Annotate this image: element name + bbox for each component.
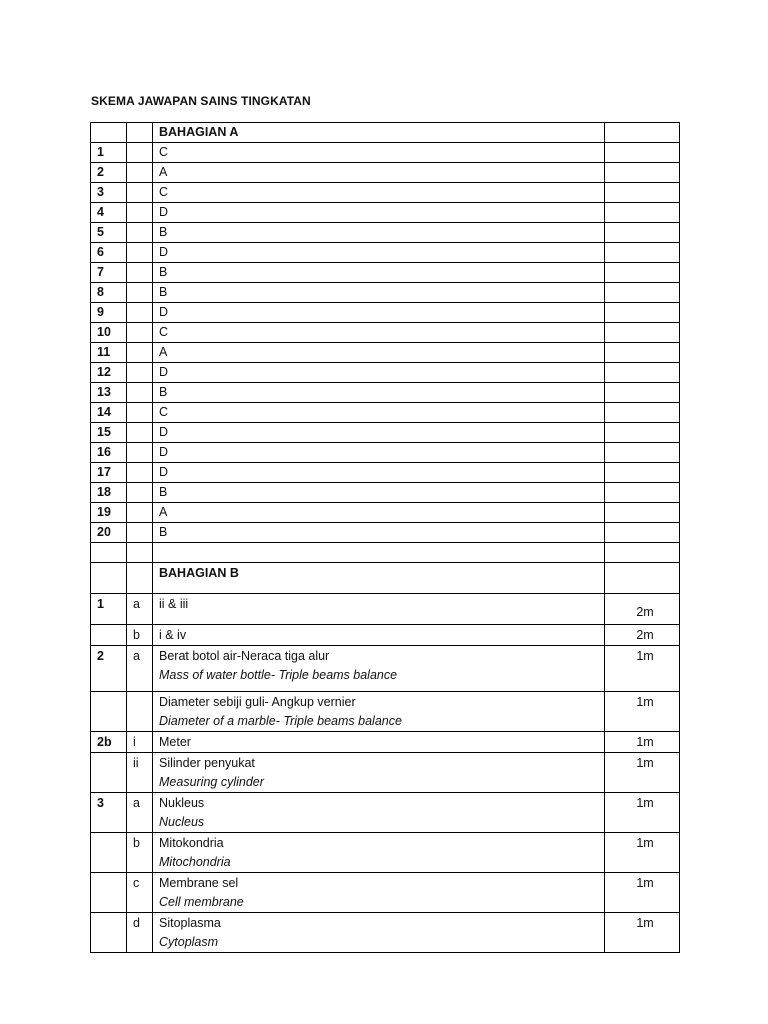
sub-question — [127, 363, 153, 383]
answer-malay: Berat botol air-Neraca tiga alur — [159, 649, 330, 663]
section-a-row — [91, 343, 680, 363]
answer-cell — [153, 594, 605, 625]
question-number: 3 — [91, 183, 127, 203]
section-b-row — [91, 692, 680, 732]
answer-cell: A — [153, 163, 605, 183]
section-a-row — [91, 283, 680, 303]
answer-english: Nucleus — [159, 815, 205, 829]
mark-cell — [605, 423, 680, 443]
sub-question: b — [127, 625, 153, 646]
sub-question — [127, 423, 153, 443]
question-number: 5 — [91, 223, 127, 243]
answer-cell: C — [153, 403, 605, 423]
question-number: 16 — [91, 443, 127, 463]
section-b-header-row — [91, 563, 680, 594]
mark-cell: 1m — [605, 873, 680, 913]
mark-cell — [605, 483, 680, 503]
mark-cell — [605, 523, 680, 543]
mark-cell — [605, 503, 680, 523]
section-a-row — [91, 303, 680, 323]
section-a-row — [91, 363, 680, 383]
sub-question — [127, 303, 153, 323]
answer-malay: Silinder penyukat — [159, 756, 255, 770]
mark-cell: 1m — [605, 753, 680, 793]
question-number: 11 — [91, 343, 127, 363]
sub-question — [127, 143, 153, 163]
mark-cell — [605, 163, 680, 183]
question-number — [91, 873, 127, 913]
question-number: 14 — [91, 403, 127, 423]
question-number: 1 — [91, 594, 127, 625]
answer-english: Mass of water bottle- Triple beams balance — [159, 668, 398, 682]
answer-english: Mitochondria — [159, 855, 231, 869]
mark-cell — [605, 283, 680, 303]
answer-cell: D — [153, 203, 605, 223]
answer-cell: B — [153, 283, 605, 303]
answer-cell — [153, 732, 605, 753]
section-a-row — [91, 483, 680, 503]
sub-question — [127, 323, 153, 343]
answer-cell — [153, 873, 605, 913]
question-number — [91, 913, 127, 953]
sub-question: a — [127, 793, 153, 833]
question-number: 12 — [91, 363, 127, 383]
question-number — [91, 625, 127, 646]
question-number: 6 — [91, 243, 127, 263]
sub-question: ii — [127, 753, 153, 793]
answer-cell: B — [153, 383, 605, 403]
section-b-row — [91, 625, 680, 646]
answer-cell — [153, 753, 605, 793]
mark-cell: 1m — [605, 692, 680, 732]
answer-cell: D — [153, 303, 605, 323]
mark-cell: 1m — [605, 793, 680, 833]
answer-english: Cytoplasm — [159, 935, 219, 949]
mark-cell — [605, 303, 680, 323]
sub-question — [127, 283, 153, 303]
answer-english: Diameter of a marble- Triple beams balance — [159, 714, 402, 728]
mark-cell: 2m — [605, 594, 680, 625]
section-a-heading: BAHAGIAN A — [153, 123, 605, 143]
question-number: 3 — [91, 793, 127, 833]
sub-question: c — [127, 873, 153, 913]
answer-cell — [153, 793, 605, 833]
sub-question — [127, 463, 153, 483]
section-a-row — [91, 503, 680, 523]
section-a-row — [91, 243, 680, 263]
answer-cell: C — [153, 183, 605, 203]
mark-cell — [605, 223, 680, 243]
answer-malay: Sitoplasma — [159, 916, 221, 930]
sub-question — [127, 163, 153, 183]
sub-question — [127, 203, 153, 223]
section-b-row — [91, 833, 680, 873]
sub-question — [127, 183, 153, 203]
question-number: 2 — [91, 646, 127, 692]
mark-cell — [605, 363, 680, 383]
section-b-row — [91, 646, 680, 692]
mark-cell — [605, 263, 680, 283]
answer-cell: D — [153, 463, 605, 483]
mark-cell — [605, 443, 680, 463]
answer-malay: Mitokondria — [159, 836, 224, 850]
answer-cell: B — [153, 263, 605, 283]
section-a-header-row — [91, 123, 680, 143]
section-a-row — [91, 443, 680, 463]
mark-cell — [605, 403, 680, 423]
sub-question — [127, 523, 153, 543]
answer-cell: A — [153, 503, 605, 523]
mark-cell — [605, 383, 680, 403]
question-number — [91, 753, 127, 793]
section-a-row — [91, 203, 680, 223]
section-a-row — [91, 163, 680, 183]
section-a-row — [91, 263, 680, 283]
answer-malay: Membrane sel — [159, 876, 239, 890]
sub-question — [127, 443, 153, 463]
mark-cell — [605, 203, 680, 223]
sub-question: i — [127, 732, 153, 753]
question-number: 1 — [91, 143, 127, 163]
answer-scheme-table — [90, 122, 680, 953]
question-number: 19 — [91, 503, 127, 523]
question-number — [91, 833, 127, 873]
section-b-row — [91, 594, 680, 625]
section-b-row — [91, 793, 680, 833]
mark-cell — [605, 463, 680, 483]
section-a-row — [91, 183, 680, 203]
question-number: 20 — [91, 523, 127, 543]
document-title: SKEMA JAWAPAN SAINS TINGKATAN — [91, 94, 311, 108]
answer-malay: Meter — [159, 735, 191, 749]
question-number — [91, 692, 127, 732]
question-number: 2b — [91, 732, 127, 753]
answer-cell: B — [153, 483, 605, 503]
section-b-row — [91, 913, 680, 953]
answer-cell — [153, 646, 605, 692]
answer-cell: D — [153, 443, 605, 463]
answer-malay: i & iv — [159, 628, 187, 642]
mark-cell: 1m — [605, 732, 680, 753]
sub-question: d — [127, 913, 153, 953]
question-number: 13 — [91, 383, 127, 403]
answer-cell: D — [153, 243, 605, 263]
answer-cell: B — [153, 223, 605, 243]
question-number: 8 — [91, 283, 127, 303]
answer-cell — [153, 833, 605, 873]
sub-question — [127, 503, 153, 523]
answer-cell: A — [153, 343, 605, 363]
section-b-row — [91, 873, 680, 913]
question-number: 10 — [91, 323, 127, 343]
sub-question: a — [127, 646, 153, 692]
mark-cell — [605, 343, 680, 363]
question-number: 18 — [91, 483, 127, 503]
sub-question: a — [127, 594, 153, 625]
sub-question — [127, 243, 153, 263]
section-a-row — [91, 223, 680, 243]
question-number: 9 — [91, 303, 127, 323]
question-number: 4 — [91, 203, 127, 223]
mark-cell — [605, 143, 680, 163]
question-number: 7 — [91, 263, 127, 283]
sub-question — [127, 692, 153, 732]
sub-question — [127, 403, 153, 423]
question-number: 2 — [91, 163, 127, 183]
answer-cell: D — [153, 363, 605, 383]
question-number: 17 — [91, 463, 127, 483]
sub-question — [127, 263, 153, 283]
section-a-row — [91, 463, 680, 483]
section-a-row — [91, 323, 680, 343]
section-a-row — [91, 143, 680, 163]
mark-cell: 1m — [605, 913, 680, 953]
section-a-row — [91, 383, 680, 403]
mark-cell: 1m — [605, 833, 680, 873]
answer-cell — [153, 913, 605, 953]
section-b-row — [91, 753, 680, 793]
answer-cell: C — [153, 143, 605, 163]
mark-cell: 2m — [605, 625, 680, 646]
sub-question — [127, 223, 153, 243]
sub-question — [127, 383, 153, 403]
answer-english: Measuring cylinder — [159, 775, 264, 789]
question-number: 15 — [91, 423, 127, 443]
answer-cell: B — [153, 523, 605, 543]
section-b-row — [91, 732, 680, 753]
mark-cell — [605, 183, 680, 203]
section-a-row — [91, 523, 680, 543]
blank-row — [91, 543, 680, 563]
mark-cell — [605, 243, 680, 263]
answer-cell: D — [153, 423, 605, 443]
answer-malay: Diameter sebiji guli- Angkup vernier — [159, 695, 356, 709]
answer-english: Cell membrane — [159, 895, 244, 909]
mark-cell — [605, 323, 680, 343]
answer-cell: C — [153, 323, 605, 343]
answer-cell — [153, 625, 605, 646]
answer-cell — [153, 692, 605, 732]
mark-cell: 1m — [605, 646, 680, 692]
section-a-row — [91, 403, 680, 423]
section-b-heading: BAHAGIAN B — [153, 563, 605, 594]
sub-question — [127, 343, 153, 363]
answer-malay: Nukleus — [159, 796, 205, 810]
sub-question — [127, 483, 153, 503]
answer-malay: ii & iii — [159, 597, 189, 611]
sub-question: b — [127, 833, 153, 873]
section-a-row — [91, 423, 680, 443]
